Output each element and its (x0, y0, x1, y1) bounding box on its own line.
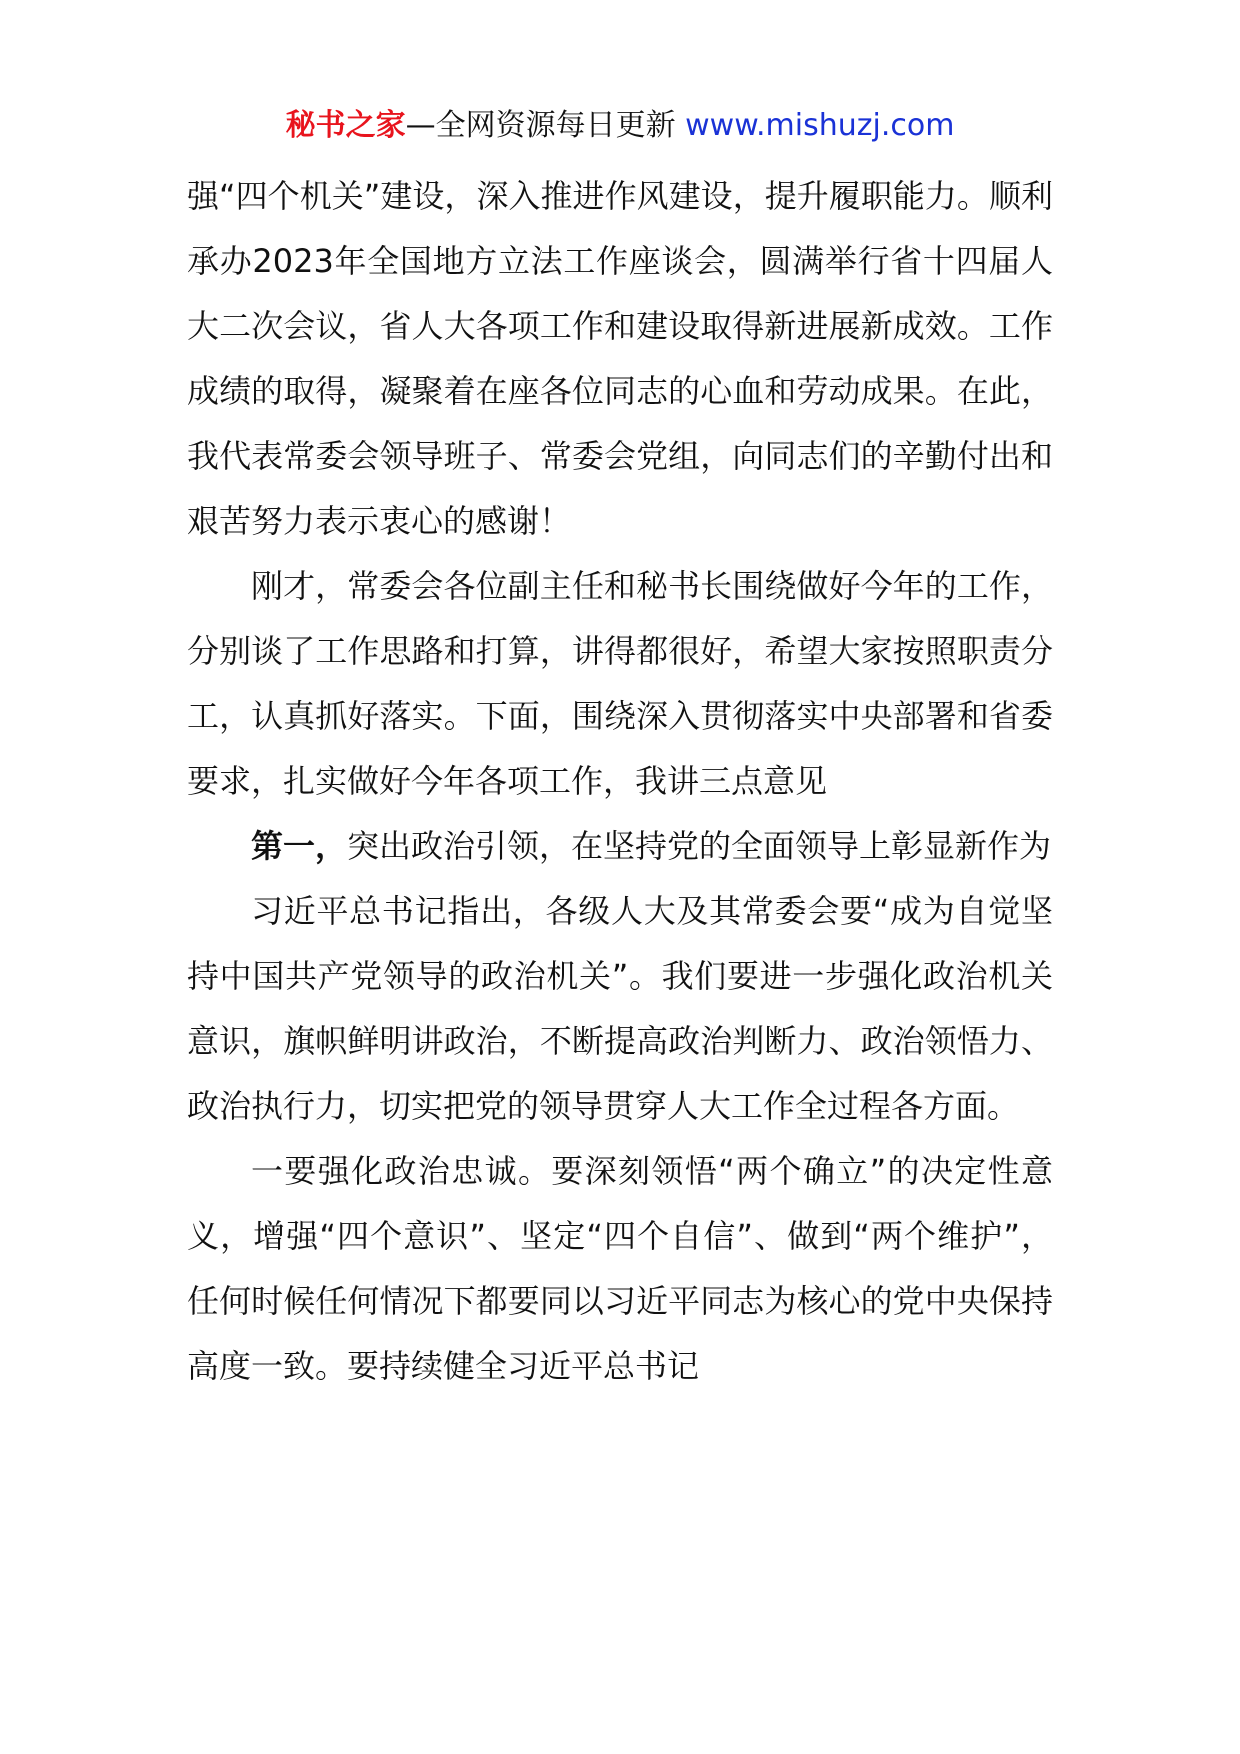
paragraph-continued: 强“四个机关”建设，深入推进作风建设，提升履职能力。顺利承办2023年全国地方立法工作座谈会，圆满举行省十四届人大二次会议，省人大各项工作和建设取得新进展新成效。工作成绩的取得，凝聚着在座各位同志的心血和劳动成果。在此，我代表常委会领导班子、常委会党组，向同志们的辛勤付出和艰苦努力表示衷心的感谢！ (187, 177, 1053, 540)
brand-name: 秘书之家 (285, 108, 406, 143)
site-url-link[interactable]: www.mishuzj.com (685, 108, 955, 143)
header-slogan: —全网资源每日更新 (405, 108, 676, 143)
paragraph: 习近平总书记指出，各级人大及其常委会要“成为自觉坚持中国共产党领导的政治机关”。我们要进一步强化政治机关意识，旗帜鲜明讲政治，不断提高政治判断力、政治领悟力、政治执行力，切实把党的领导贯穿人大工作全过程各方面。 (187, 892, 1053, 1125)
paragraph: 刚才，常委会各位副主任和秘书长围绕做好今年的工作，分别谈了工作思路和打算，讲得都很好，希望大家按照职责分工，认真抓好落实。下面，围绕深入贯彻落实中央部署和省委要求，扎实做好今年各项工作，我讲三点意见 (187, 567, 1053, 800)
paragraph: 一要强化政治忠诚。要深刻领悟“两个确立”的决定性意义，增强“四个意识”、坚定“四个自信”、做到“两个维护”，任何时候任何情况下都要同以习近平同志为核心的党中央保持高度一致。要持续健全习近平总书记 (187, 1152, 1053, 1385)
page-header (0, 104, 1240, 148)
section-heading (187, 814, 1053, 879)
section-heading-lead: 第一， (251, 827, 348, 865)
section-heading-text: 突出政治引领，在坚持党的全面领导上彰显新作为 (347, 827, 1052, 865)
document-body (187, 164, 1053, 1399)
